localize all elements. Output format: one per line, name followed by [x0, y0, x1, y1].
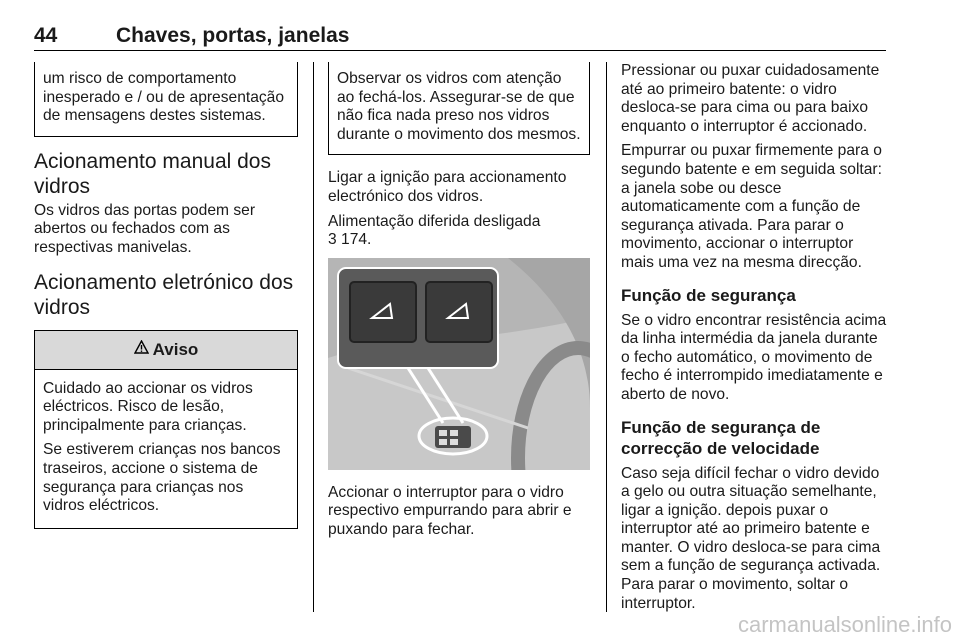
- paragraph-ignition: Ligar a ignição para accionamento electrónico dos vidros.: [328, 169, 567, 205]
- reference-page: 174.: [341, 231, 372, 249]
- page-reference: [328, 231, 590, 250]
- column-middle: [328, 62, 590, 540]
- continued-warning-box: [34, 62, 298, 137]
- heading-safety-function: Função de segurança: [621, 285, 796, 305]
- heading-safety-override: Função de segurança de correcção de velocidade: [621, 417, 821, 458]
- warning-body: [35, 370, 297, 528]
- paragraph-second-stop: Empurrar ou puxar firmemente para o segundo batente e em seguida soltar: a janela sobe ou desce automaticamente com a função de segurança ativada. Para parar o movimento, accionar o interruptor mais uma vez na mesma direcção.: [621, 142, 882, 271]
- window-switch-drawing: [328, 258, 590, 470]
- warning-title: Aviso: [152, 339, 199, 359]
- paragraph-safety-function: Se o vidro encontrar resistência acima da linha intermédia da janela durante o fecho automático, o movimento de fecho é interrompido imediatamente e aberto de novo.: [621, 311, 887, 403]
- warning-box: [34, 330, 298, 529]
- paragraph-switch-operation: Accionar o interruptor para o vidro respectivo empurrando para abrir e puxando para fechar.: [328, 483, 572, 538]
- paragraph-manual-windows: Os vidros das portas podem ser abertos ou fechados com as respectivas manivelas.: [34, 201, 256, 256]
- warning-observe-text: Observar os vidros com atenção ao fechá-los. Assegurar-se de que não fica nada preso nos vidros durante o movimento dos mesmos.: [337, 70, 581, 143]
- paragraph-first-stop: Pressionar ou puxar cuidadosamente até ao primeiro batente: o vidro desloca-se para cima ou para baixo enquanto o interruptor é accionado.: [621, 62, 880, 135]
- warning-paragraph: Cuidado ao accionar os vidros eléctricos. Risco de lesão, principalmente para crianças.: [43, 379, 253, 434]
- heading-electric-windows: Acionamento eletrónico dos vidros: [34, 270, 294, 319]
- page-number: 44: [34, 24, 58, 47]
- column-left: [34, 62, 298, 529]
- section-title: Chaves, portas, janelas: [116, 24, 350, 47]
- warning-box-continued: [328, 62, 590, 155]
- column-divider: [313, 62, 314, 612]
- warning-header: [35, 331, 297, 370]
- paragraph-safety-override: Caso seja difícil fechar o vidro devido a gelo ou outra situação semelhante, ligar a ignição. depois puxar o interruptor até ao primeiro batente e manter. O vidro desloca-se para cima sem a função de segurança activada. Para parar o movimento, soltar o interruptor.: [621, 464, 881, 612]
- column-divider: [606, 62, 607, 612]
- window-switch-illustration: [328, 258, 590, 470]
- warning-paragraph: Se estiverem crianças nos bancos traseiros, accione o sistema de segurança para crianças nos vidros eléctricos.: [43, 441, 281, 515]
- warning-triangle-icon: [134, 340, 149, 359]
- heading-manual-windows: Acionamento manual dos vidros: [34, 149, 271, 198]
- reference-arrow-icon: 3: [328, 231, 337, 249]
- watermark: carmanualsonline.info: [737, 612, 952, 637]
- column-right: [621, 62, 887, 613]
- paragraph-delayed-power: Alimentação diferida desligada: [328, 212, 541, 230]
- continued-warning-text: um risco de comportamento inesperado e / ou de apresentação de mensagens destes sistemas.: [43, 70, 285, 125]
- page-header: [34, 20, 886, 51]
